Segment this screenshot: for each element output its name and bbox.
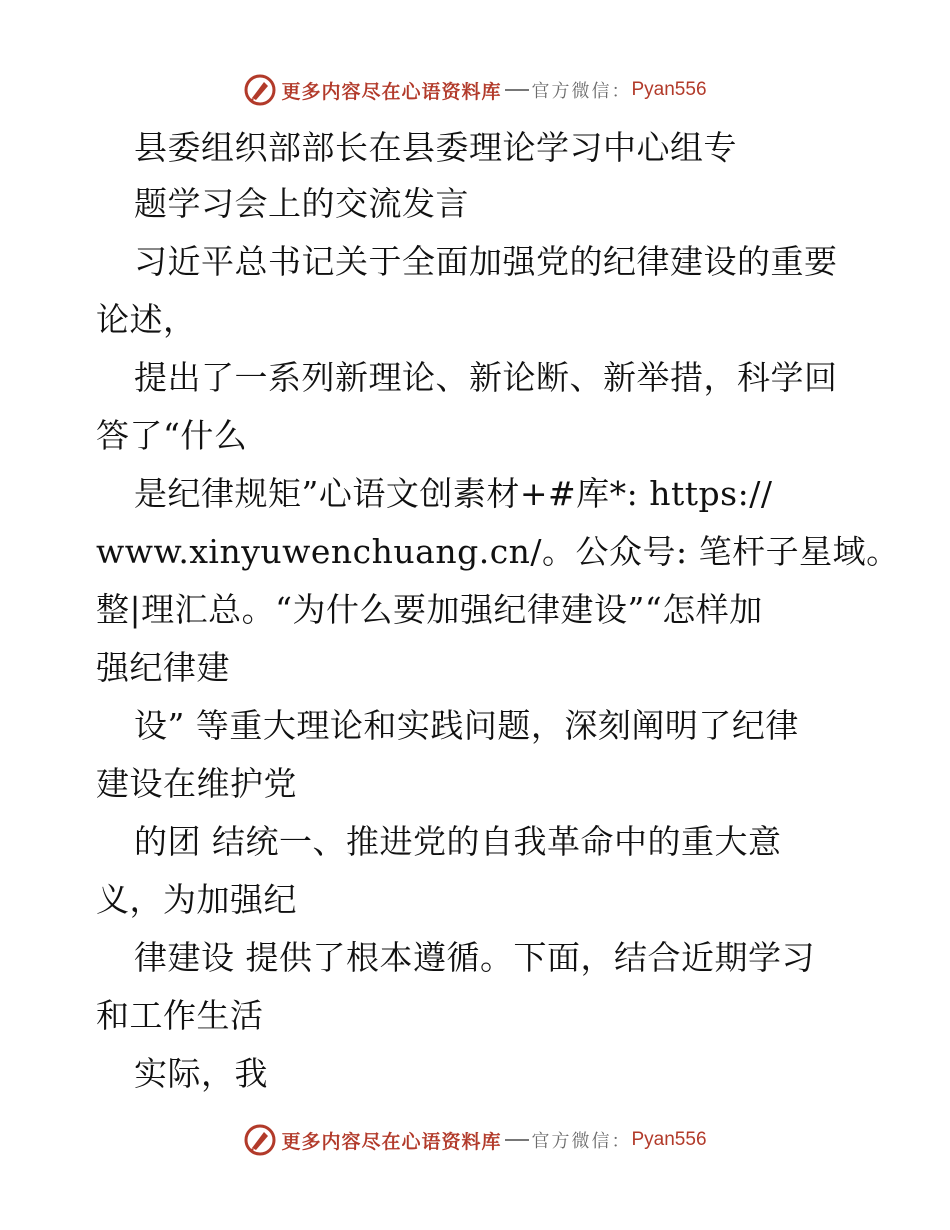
- doc-line: 义，为加强纪: [96, 880, 297, 919]
- header-banner: [0, 70, 950, 110]
- banner-wechat-label: 官方微信：: [531, 1131, 632, 1152]
- banner-wechat-label: 官方微信：: [531, 81, 632, 102]
- doc-line: 和工作生活: [96, 996, 264, 1035]
- doc-line: 的团 结统一、推进党的自我革命中的重大意: [134, 822, 782, 861]
- doc-line: 实际，我: [134, 1054, 268, 1093]
- banner-dash: [505, 1139, 529, 1141]
- pen-logo-icon: [243, 1123, 277, 1157]
- pen-logo-icon: [243, 73, 277, 107]
- doc-line: 题学习会上的交流发言: [134, 184, 469, 223]
- banner-wechat-id: Pyan556: [631, 79, 707, 100]
- doc-line: 答了“什么: [96, 416, 248, 455]
- doc-line: 整|理汇总。“为什么要加强纪律建设”“怎样加: [96, 590, 763, 629]
- banner-title: 更多内容尽在心语资料库: [281, 80, 502, 103]
- doc-line: 建设在维护党: [96, 764, 297, 803]
- doc-line: 提出了一系列新理论、新论断、新举措，科学回: [134, 358, 838, 397]
- doc-line: 律建设 提供了根本遵循。下面，结合近期学习: [134, 938, 815, 977]
- banner-title: 更多内容尽在心语资料库: [281, 1130, 502, 1153]
- banner-dash: [505, 89, 529, 91]
- doc-line: www.xinyuwenchuang.cn/。公众号: 笔杆子星域。: [96, 532, 900, 571]
- doc-line: 习近平总书记关于全面加强党的纪律建设的重要: [134, 242, 838, 281]
- doc-line: 县委组织部部长在县委理论学习中心组专: [134, 128, 737, 167]
- banner-wechat-id: Pyan556: [631, 1129, 707, 1150]
- doc-line: 是纪律规矩”心语文创素材+#库*: https://: [134, 474, 773, 513]
- doc-line: 强纪律建: [96, 648, 230, 687]
- doc-line: 设” 等重大理论和实践问题，深刻阐明了纪律: [134, 706, 799, 745]
- doc-line: 论述，: [96, 300, 197, 339]
- footer-banner: [0, 1120, 950, 1160]
